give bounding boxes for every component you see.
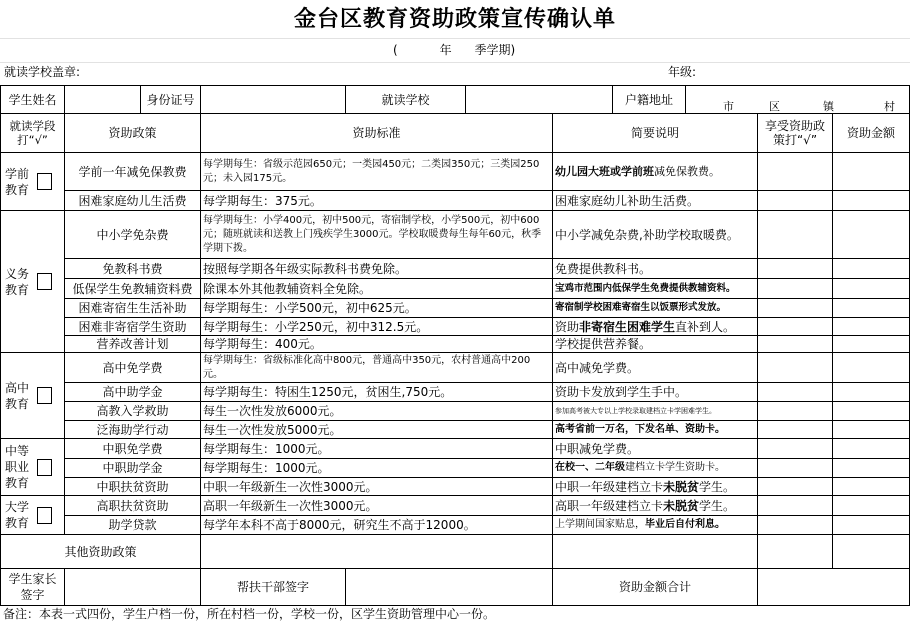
policy-note <box>553 299 758 318</box>
policy-name: 低保学生免教辅资料费 <box>65 279 201 299</box>
amount-cell[interactable] <box>833 318 910 336</box>
policy-standard: 每学期每生：省级标准化高中800元，普通高中350元，农村普通高中200元。 <box>201 353 553 383</box>
header-stage: 就读学段打“√” <box>1 114 65 153</box>
policy-standard: 除课本外其他教辅资料全免除。 <box>201 279 553 299</box>
policy-standard: 每学期每生：375元。 <box>201 191 553 211</box>
policy-standard: 每学期每生：小学250元，初中312.5元。 <box>201 318 553 336</box>
header-amount: 资助金额 <box>833 114 910 153</box>
enjoy-check-cell[interactable] <box>758 191 833 211</box>
policy-standard: 每学期每生：1000元。 <box>201 459 553 478</box>
stage-checkbox-preschool[interactable] <box>37 173 52 190</box>
policy-standard: 每学期每生：1000元。 <box>201 439 553 459</box>
policy-name: 中职扶贫资助 <box>65 478 201 496</box>
enjoy-check-cell[interactable] <box>758 459 833 478</box>
confirmation-table <box>0 85 910 606</box>
amount-cell[interactable] <box>833 353 910 383</box>
policy-name: 高中助学金 <box>65 383 201 402</box>
address-field[interactable] <box>686 86 910 114</box>
parent-signature-label-cell <box>1 569 65 606</box>
stage-label-compulsory: 义务教育 <box>5 266 30 297</box>
note-text: 高考省前一万名，下发名单、资助卡。 <box>555 423 725 435</box>
amount-cell[interactable] <box>833 299 910 318</box>
policy-note <box>553 318 758 336</box>
policy-note <box>553 439 758 459</box>
policy-name: 高职扶贫资助 <box>65 496 201 516</box>
policy-standard: 每学期每生：小学500元，初中625元。 <box>201 299 553 318</box>
cadre-signature-label: 帮扶干部签字 <box>201 569 346 606</box>
enjoy-check-cell[interactable] <box>758 439 833 459</box>
stage-label-university: 大学教育 <box>5 500 30 530</box>
stage-checkbox-highschool[interactable] <box>37 387 52 404</box>
header-policy: 资助政策 <box>65 114 201 153</box>
policy-row <box>1 259 910 279</box>
enjoy-check-cell[interactable] <box>758 516 833 535</box>
parent-signature-field[interactable] <box>65 569 201 606</box>
policy-name: 免教科书费 <box>65 259 201 279</box>
policy-standard: 每学期每生：小学400元，初中500元，寄宿制学校，小学500元，初中600元；随班就读和送教上门残疾学生3000元。学校取暖费每生每年60元，秋季学期下拨。 <box>201 211 553 259</box>
school-field[interactable] <box>466 86 613 114</box>
policy-note <box>553 383 758 402</box>
policy-standard: 按照每学期各年级实际教科书费免除。 <box>201 259 553 279</box>
note-text: 上学期间国家贴息， <box>555 519 645 530</box>
address-units <box>688 86 907 113</box>
policy-row <box>1 496 910 516</box>
stage-cell-highschool <box>1 353 65 439</box>
header-enjoy: 享受资助政策打“√” <box>758 114 833 153</box>
policy-row <box>1 459 910 478</box>
amount-cell[interactable] <box>833 496 910 516</box>
stage-label-highschool: 高中教育 <box>5 380 30 411</box>
amount-cell[interactable] <box>833 478 910 496</box>
policy-row <box>1 153 910 191</box>
policy-standard: 每学期每生：省级示范园650元；一类园450元；二类园350元；三类园250元；未入园175元。 <box>201 153 553 191</box>
policy-standard: 高职一年级新生一次性3000元。 <box>201 496 553 516</box>
other-policies-label: 其他资助政策 <box>1 535 201 569</box>
note-text: 中职减免学费。 <box>555 441 640 456</box>
enjoy-check-cell[interactable] <box>758 353 833 383</box>
note-text: 在校一、二年级 <box>555 462 625 473</box>
note-text: 未脱贫 <box>663 498 700 513</box>
policy-note <box>553 279 758 299</box>
stage-cell-compulsory <box>1 211 65 353</box>
note-text: 资助卡发放到学生手中。 <box>555 385 688 399</box>
enjoy-check-cell[interactable] <box>758 299 833 318</box>
enjoy-check-cell[interactable] <box>758 478 833 496</box>
policy-row <box>1 421 910 439</box>
policy-row <box>1 402 910 421</box>
note-text: 学生。 <box>699 498 736 513</box>
policy-row <box>1 439 910 459</box>
policy-standard: 中职一年级新生一次性3000元。 <box>201 478 553 496</box>
term-line: ( 年 季学期) <box>393 43 516 57</box>
note-text: 免费提供教科书。 <box>555 261 652 276</box>
policy-name: 中职免学费 <box>65 439 201 459</box>
policy-standard: 每学期每生：特困生1250元，贫困生,750元。 <box>201 383 553 402</box>
id-number-field[interactable] <box>201 86 346 114</box>
school-label: 就读学校 <box>346 86 466 114</box>
amount-cell[interactable] <box>833 516 910 535</box>
policy-note <box>553 191 758 211</box>
other-policies-row <box>1 535 910 569</box>
stage-cell-preschool <box>1 153 65 211</box>
amount-cell[interactable] <box>833 259 910 279</box>
note-text: 建档立卡学生资助卡。 <box>625 462 725 473</box>
policy-note <box>553 153 758 191</box>
policy-standard: 每生一次性发放5000元。 <box>201 421 553 439</box>
amount-cell[interactable] <box>833 421 910 439</box>
policy-note <box>553 402 758 421</box>
policy-row <box>1 516 910 535</box>
policy-standard: 每学年本科不高于8000元，研究生不高于12000。 <box>201 516 553 535</box>
stage-cell-university <box>1 496 65 535</box>
stage-label-preschool: 学前教育 <box>5 166 30 197</box>
note-text: 参加高考被大专以上学校录取建档立卡学困难学生。 <box>555 407 716 415</box>
enjoy-check-cell[interactable] <box>758 535 833 569</box>
policy-row <box>1 318 910 336</box>
amount-cell[interactable] <box>833 191 910 211</box>
policy-row <box>1 478 910 496</box>
enjoy-check-cell[interactable] <box>758 279 833 299</box>
policy-note <box>553 353 758 383</box>
policy-note <box>553 478 758 496</box>
address-label: 户籍地址 <box>613 86 686 114</box>
policy-row <box>1 383 910 402</box>
total-amount-field[interactable] <box>758 569 910 606</box>
amount-cell[interactable] <box>833 439 910 459</box>
policy-name: 中职助学金 <box>65 459 201 478</box>
address-unit-village: 村 <box>884 100 895 113</box>
note-text: 未脱贫 <box>663 479 700 494</box>
amount-cell[interactable] <box>833 279 910 299</box>
policy-name: 困难寄宿生生活补助 <box>65 299 201 318</box>
policy-row <box>1 353 910 383</box>
note-text: 非寄宿生困难学生 <box>579 319 676 334</box>
signature-row <box>1 569 910 606</box>
note-text: 中小学减免杂费,补助学校取暖费。 <box>555 227 739 242</box>
parent-signature-label: 学生家长签字 <box>8 572 57 602</box>
policy-note <box>553 496 758 516</box>
student-info-row <box>1 86 910 114</box>
form-title: 金台区教育资助政策宣传确认单 <box>293 7 616 32</box>
policy-name: 泛海助学行动 <box>65 421 201 439</box>
student-name-field[interactable] <box>65 86 141 114</box>
policy-note <box>553 459 758 478</box>
stage-label-vocational: 中等职业教育 <box>5 444 30 490</box>
amount-cell[interactable] <box>833 211 910 259</box>
footnote: 备注：本表一式四份，学生户档一份，所在村档一份，学校一份，区学生资助管理中心一份。 <box>3 607 496 621</box>
policy-note <box>553 211 758 259</box>
header-note: 简要说明 <box>553 114 758 153</box>
school-stamp-label: 就读学校盖章: <box>4 65 81 79</box>
amount-cell[interactable] <box>833 535 910 569</box>
policy-note <box>553 336 758 353</box>
enjoy-check-cell[interactable] <box>758 336 833 353</box>
policy-name: 学前一年减免保教费 <box>65 153 201 191</box>
policy-name: 困难非寄宿学生资助 <box>65 318 201 336</box>
amount-cell[interactable] <box>833 459 910 478</box>
enjoy-check-cell[interactable] <box>758 211 833 259</box>
policy-name: 营养改善计划 <box>65 336 201 353</box>
policy-row <box>1 299 910 318</box>
note-text: 减免保教费。 <box>654 164 720 178</box>
policy-name: 高教入学救助 <box>65 402 201 421</box>
enjoy-check-cell[interactable] <box>758 153 833 191</box>
note-text: 中职一年级建档立卡 <box>555 479 664 494</box>
cadre-signature-field[interactable] <box>346 569 553 606</box>
enjoy-check-cell[interactable] <box>758 402 833 421</box>
note-text: 幼儿园大班或学前班 <box>555 164 654 178</box>
policy-standard: 每学期每生：400元。 <box>201 336 553 353</box>
policy-row <box>1 279 910 299</box>
note-text: 困难家庭幼儿补助生活费。 <box>555 193 700 208</box>
note-text: 直补到人。 <box>675 319 736 334</box>
policy-name: 助学贷款 <box>65 516 201 535</box>
address-unit-town: 镇 <box>823 100 834 113</box>
policy-standard: 每生一次性发放6000元。 <box>201 402 553 421</box>
note-text: 学校提供营养餐。 <box>555 337 652 351</box>
policy-note <box>553 421 758 439</box>
enjoy-check-cell[interactable] <box>758 259 833 279</box>
policy-note <box>553 516 758 535</box>
header-row <box>1 114 910 153</box>
enjoy-check-cell[interactable] <box>758 318 833 336</box>
note-text: 寄宿制学校困难寄宿生以饭票形式发放。 <box>555 302 727 313</box>
address-unit-city: 市 <box>723 100 734 113</box>
id-number-label: 身份证号 <box>141 86 201 114</box>
note-text: 高职一年级建档立卡 <box>555 498 664 513</box>
amount-cell[interactable] <box>833 402 910 421</box>
note-text: 毕业后自付利息。 <box>645 519 725 530</box>
amount-cell[interactable] <box>833 383 910 402</box>
other-policies-standard-field[interactable] <box>201 535 553 569</box>
policy-note <box>553 259 758 279</box>
note-text: 高中减免学费。 <box>555 360 640 375</box>
student-name-label: 学生姓名 <box>1 86 65 114</box>
amount-cell[interactable] <box>833 153 910 191</box>
enjoy-check-cell[interactable] <box>758 496 833 516</box>
note-text: 学生。 <box>699 479 736 494</box>
stage-checkbox-compulsory[interactable] <box>37 273 52 290</box>
note-text: 宝鸡市范围内低保学生免费提供教辅资料。 <box>555 282 736 294</box>
note-text: 资助 <box>555 319 580 334</box>
policy-name: 高中免学费 <box>65 353 201 383</box>
stage-checkbox-university[interactable] <box>37 507 52 524</box>
enjoy-check-cell[interactable] <box>758 421 833 439</box>
total-amount-label: 资助金额合计 <box>553 569 758 606</box>
header-standard: 资助标准 <box>201 114 553 153</box>
policy-row <box>1 191 910 211</box>
policy-name: 中小学免杂费 <box>65 211 201 259</box>
other-policies-note-field[interactable] <box>553 535 758 569</box>
amount-cell[interactable] <box>833 336 910 353</box>
policy-row <box>1 336 910 353</box>
grade-label: 年级: <box>668 65 697 79</box>
stage-cell-vocational <box>1 439 65 496</box>
enjoy-check-cell[interactable] <box>758 383 833 402</box>
stage-checkbox-vocational[interactable] <box>37 459 52 476</box>
address-unit-district: 区 <box>769 100 780 113</box>
policy-row <box>1 211 910 259</box>
policy-name: 困难家庭幼儿生活费 <box>65 191 201 211</box>
